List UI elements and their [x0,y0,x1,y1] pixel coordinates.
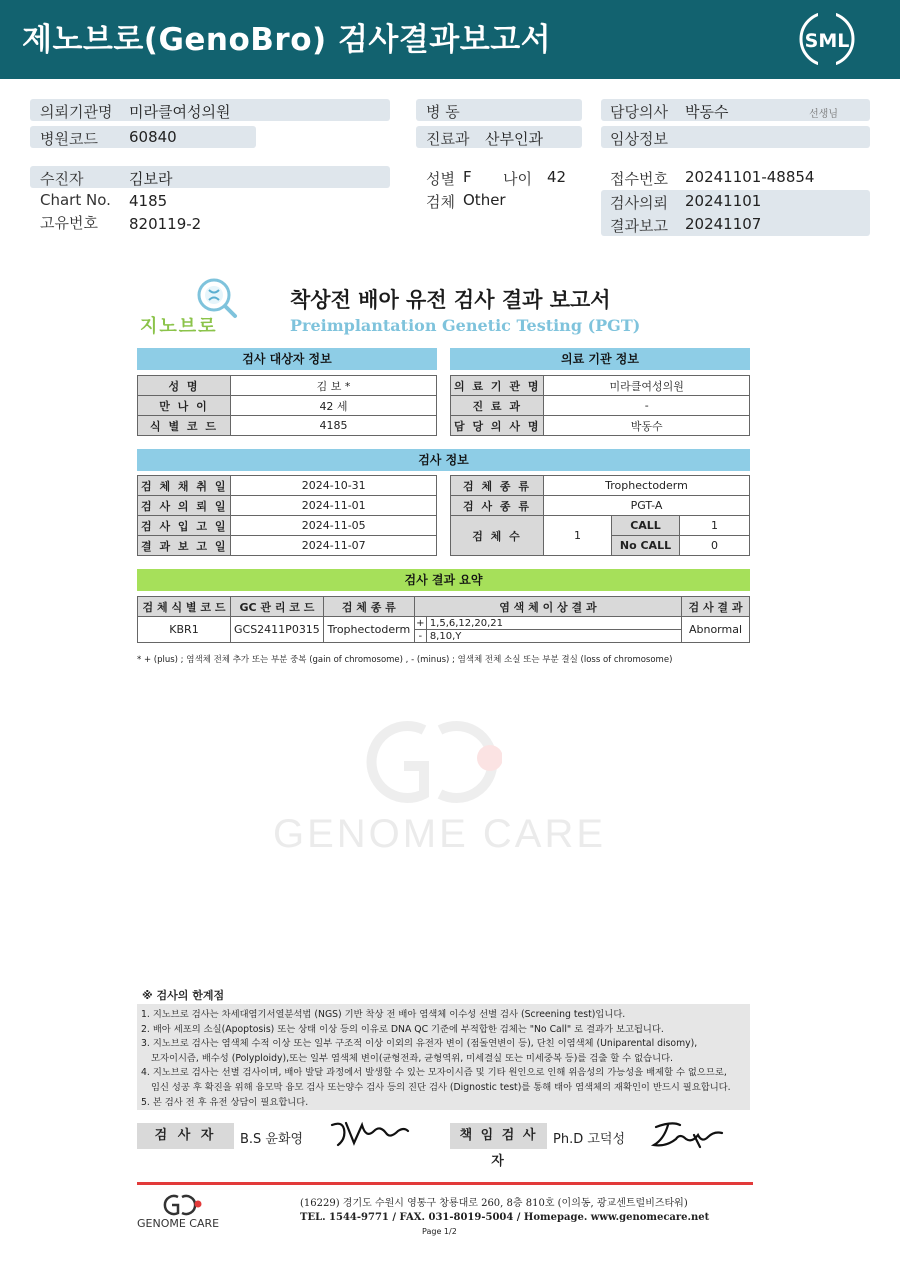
summary-title: 검사 결과 요약 [137,569,750,591]
chart-value: 4185 [129,192,168,210]
summary-plus-sign: + [416,617,425,629]
supervisor-signature-icon [650,1117,730,1151]
subject-info-table [137,375,437,436]
ward-label: 병 동 [426,103,460,121]
summary-header-gc: GC 관 리 코 드 [231,597,324,617]
test-type-value: PGT-A [544,496,750,516]
footer-company: GENOME CARE [137,1217,220,1230]
report-date-label: 결 과 보 고 일 [138,536,231,556]
nocall-value: 0 [680,536,750,556]
collect-date-label: 검 체 채 취 일 [138,476,231,496]
sex-label: 성별 [426,170,455,188]
summary-header-abnormal: 염 색 체 이 상 결 과 [414,597,681,617]
genome-care-watermark-icon [362,716,502,806]
summary-header-id: 검 체 식 별 코 드 [138,597,231,617]
department-label: 진료과 [426,130,470,148]
footer-contact: TEL. 1544-9771 / FAX. 031-8019-5004 / Homepage. www.genomecare.net [300,1212,710,1223]
med-institution-label: 의 료 기 관 명 [451,376,544,396]
report-title-ko: 착상전 배아 유전 검사 결과 보고서 [290,288,611,312]
list-item: 5. 본 검사 전 후 유전 상담이 필요합니다. [141,1096,309,1108]
table-row [138,536,437,556]
table-row [138,597,750,617]
summary-header-type: 검 체 종 류 [323,597,414,617]
table-row [451,496,750,516]
request-value: 20241101 [685,192,762,210]
page-title: 제노브로(GenoBro) 검사결과보고서 [22,22,552,58]
chart-label: Chart No. [40,191,111,209]
count-value: 1 [544,516,612,556]
med-doctor-value: 박동수 [544,416,750,436]
summary-result: Abnormal [682,617,750,643]
age-value: 42 [547,168,567,186]
request-label: 검사의뢰 [610,194,668,212]
med-doctor-label: 담 당 의 사 명 [451,416,544,436]
summary-header-result: 검 사 결 과 [682,597,750,617]
collect-date-value: 2024-10-31 [231,476,437,496]
unique-label: 고유번호 [40,214,98,232]
med-department-value: - [544,396,750,416]
doctor-value: 박동수 [685,103,729,121]
table-row [451,396,750,416]
tester-label: 검 사 자 [137,1123,234,1149]
table-row [138,496,437,516]
footer-divider [137,1182,753,1185]
specimen-label: 검체 [426,193,455,211]
specimen-type-label: 검 체 종 류 [451,476,544,496]
summary-minus: 8,10,Y [426,630,681,643]
report-value: 20241107 [685,215,762,233]
subject-name-value: 김 보 * [231,376,437,396]
received-date-label: 검 사 입 고 일 [138,516,231,536]
medical-info-table [450,375,750,436]
request-date-value: 2024-11-01 [231,496,437,516]
subject-id-value: 4185 [231,416,437,436]
subject-name-label: 성 명 [138,376,231,396]
table-row [138,617,750,630]
list-item: 3. 지노브로 검사는 염색체 수적 이상 또는 일부 구조적 이상 이외의 유전자 변이 (점돌연변이 등), 단친 이염색체 (Uniparental disomy), [141,1038,698,1050]
medical-info-title: 의료 기관 정보 [450,348,750,370]
report-label: 결과보고 [610,217,668,235]
list-item: 모자이시즘, 배수성 (Polyploidy),또는 일부 염색체 변이(균형전좌, 균형역위, 미세결실 또는 미세중복 등)를 검출 할 수 없습니다. [151,1052,673,1064]
receipt-value: 20241101-48854 [685,168,815,186]
list-item: 4. 지노브로 검사는 선별 검사이며, 배아 발달 과정에서 발생할 수 있는 모자이시즘 및 기타 원인으로 인해 위음성의 가능성을 배제할 수 없으므로, [141,1067,727,1079]
table-row [138,396,437,416]
table-row [138,516,437,536]
report-date-value: 2024-11-07 [231,536,437,556]
limitations-box [137,1004,750,1110]
hospital-code-value: 60840 [129,128,177,146]
subject-age-label: 만 나 이 [138,396,231,416]
call-value: 1 [680,516,750,536]
hospital-code-label: 병원코드 [40,130,98,148]
supervisor-label: 책 임 검 사 자 [450,1123,547,1149]
summary-plus: 1,5,6,12,20,21 [426,617,681,630]
age-label: 나이 [503,170,532,188]
nocall-label: No CALL [612,536,680,556]
report-title-en: Preimplantation Genetic Testing (PGT) [290,316,641,335]
summary-id: KBR1 [138,617,231,643]
table-row [451,376,750,396]
genome-care-logo-icon [158,1192,202,1218]
sml-logo-text: SML [804,30,850,52]
table-row [451,416,750,436]
doctor-label: 담당의사 [610,103,668,121]
subject-age-value: 42 세 [231,396,437,416]
table-row [451,476,750,496]
table-row [451,516,750,536]
institution-value: 미라클여성의원 [129,103,231,121]
supervisor-name: Ph.D 고덕성 [553,1132,626,1147]
test-type-label: 검 사 종 류 [451,496,544,516]
limitations-title: ※ 검사의 한계점 [142,989,225,1002]
summary-footnote: * + (plus) ; 염색체 전체 추가 또는 부분 중복 (gain of chromosome) , - (minus) ; 염색체 전체 소실 또는 부분 결실 (loss of chromosome) [137,655,673,665]
received-date-value: 2024-11-05 [231,516,437,536]
tester-signature-icon [328,1117,412,1149]
summary-minus-sign: - [414,630,426,643]
table-row [138,376,437,396]
unique-value: 820119-2 [129,215,202,233]
footer-address [300,1197,709,1225]
doctor-suffix: 선생님 [809,109,838,120]
department-value: 산부인과 [485,130,543,148]
list-item: 1. 지노브로 검사는 차세대염기서열분석법 (NGS) 기반 착상 전 배아 염색체 이수성 선별 검사 (Screening test)입니다. [141,1009,626,1020]
request-date-label: 검 사 의 뢰 일 [138,496,231,516]
footer-address-line: (16229) 경기도 수원시 영통구 창룡대로 260, 8층 810호 (이의동, 광교센트럴비즈타워) [300,1198,688,1209]
examinee-label: 수진자 [40,170,84,188]
summary-gc-code: GCS2411P0315 [231,617,324,643]
test-dates-table [137,475,437,556]
table-row [138,476,437,496]
institution-label: 의뢰기관명 [40,103,113,121]
table-row [138,416,437,436]
specimen-value: Other [463,191,506,209]
test-specimen-table [450,475,750,556]
med-institution-value: 미라클여성의원 [544,376,750,396]
watermark-text: GENOME CARE [273,812,607,856]
examinee-value: 김보라 [129,170,173,188]
genobro-logo-text: 지노브로 [140,316,218,337]
call-label: CALL [612,516,680,536]
sex-value: F [463,168,472,186]
summary-table [137,596,750,643]
summary-type: Trophectoderm [323,617,414,643]
subject-id-label: 식 별 코 드 [138,416,231,436]
page-number: Page 1/2 [422,1227,457,1236]
list-item: 2. 배아 세포의 소실(Apoptosis) 또는 상태 이상 등의 이유로 DNA QC 기준에 부적합한 검체는 "No Call" 로 결과가 보고됩니다. [141,1023,664,1035]
receipt-label: 접수번호 [610,170,668,188]
med-department-label: 진 료 과 [451,396,544,416]
tester-name: B.S 윤화영 [240,1132,304,1147]
clinical-label: 임상정보 [610,130,668,148]
specimen-type-value: Trophectoderm [544,476,750,496]
count-label: 검 체 수 [451,516,544,556]
list-item: 임신 성공 후 확진을 위해 융모막 융모 검사 또는양수 검사 등의 진단 검사 (Dignostic test)를 통해 태아 염색체의 재확인이 반드시 필요합니다. [151,1081,731,1093]
test-info-title: 검사 정보 [137,449,750,471]
subject-info-title: 검사 대상자 정보 [137,348,437,370]
